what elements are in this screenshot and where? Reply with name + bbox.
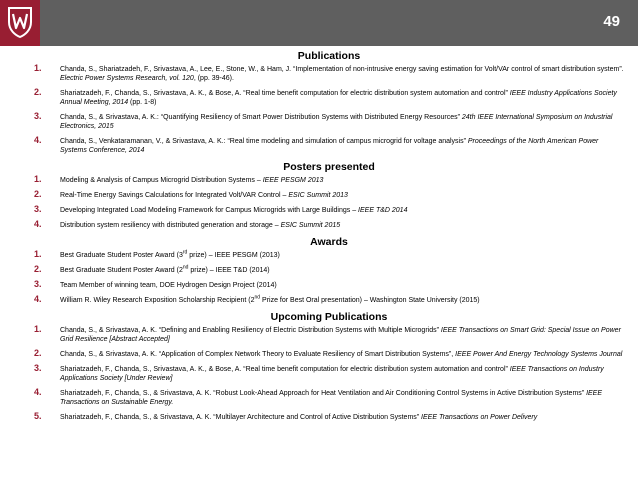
upcoming-item: 3. Shariatzadeh, F., Chanda, S., Srivastava, A. K., & Bose, A. “Real time benefit computation for electric distribution system automation and control” IEEE Transactions on Industry Applications Society [Under Review] [34,363,604,382]
slide-header-bar [0,0,638,46]
upcoming-heading: Upcoming Publications [270,311,388,323]
publications-heading: Publications [297,50,361,62]
award-item: 4. William R. Wiley Research Exposition Scholarship Recipient (2nd Prize for Best Oral presentation) – Washington State University (2015) [34,294,480,304]
slide-number: 49 [603,13,620,30]
upcoming-item: 5. Shariatzadeh, F., Chanda, S., & Srivastava, A. K. “Multilayer Architecture and Control of Active Distribution Systems” IEEE Transactions on Power Delivery [34,411,538,421]
award-item: 1. Best Graduate Student Poster Award (3rd prize) – IEEE PESGM (2013) [34,249,280,259]
poster-item: 1. Modeling & Analysis of Campus Microgrid Distribution Systems – IEEE PESGM 2013 [34,174,324,184]
university-logo [0,0,40,46]
publication-item: 3. Chanda, S., & Srivastava, A. K.: “Quantifying Resiliency of Smart Power Distribution Systems with Distributed Energy Resources” 24th IEEE International Symposium on Industrial Electronics, 2015 [34,111,613,130]
awards-heading: Awards [310,236,348,248]
upcoming-item: 1. Chanda, S., & Srivastava, A. K. “Defining and Enabling Resiliency of Electric Distribution Systems with Multiple Microgrids” IEEE Transactions on Smart Grid: Special Issue on Power Grid Resilience [Abstract Accepted] [34,324,621,343]
posters-heading: Posters presented [283,161,375,173]
publication-item: 4. Chanda, S., Venkataramanan, V., & Srivastava, A. K.: “Real time modeling and simulation of campus microgrid for voltage analysis” Proceedings of the North American Power Systems Conference, 2014 [34,135,599,154]
publication-item: 1. Chanda, S., Shariatzadeh, F., Srivastava, A., Lee, E., Stone, W., & Ham, J. “Implementation of non-intrusive energy saving estimation for Volt/VAr control of smart distribution system”. Electric Power Systems Research, vol. 120, (pp. 39-46). [34,63,624,82]
posters-list [34,176,624,230]
upcoming-list [34,326,624,422]
slide-content [34,50,624,428]
award-item: 2. Best Graduate Student Poster Award (2nd prize) – IEEE T&D (2014) [34,264,270,274]
award-item: 3. Team Member of winning team, DOE Hydrogen Design Project (2014) [34,279,277,289]
poster-item: 2. Real-Time Energy Savings Calculations for Integrated Volt/VAR Control – ESIC Summit 2013 [34,189,348,199]
poster-item: 3. Developing Integrated Load Modeling Framework for Campus Microgrids with Large Buildings – IEEE T&D 2014 [34,204,408,214]
publications-list [34,65,624,155]
upcoming-item: 4. Shariatzadeh, F., Chanda, S., & Srivastava, A. K. “Robust Look-Ahead Approach for Heat Ventilation and Air Conditioning Control Systems in Active Distribution Systems” IEEE Transactions on Sustainable Energy. [34,387,603,406]
awards-list [34,251,624,305]
poster-item: 4. Distribution system resiliency with distributed generation and storage – ESIC Summit 2015 [34,219,341,229]
shield-logo-icon [7,6,33,38]
upcoming-item: 2. Chanda, S., & Srivastava, A. K. “Application of Complex Network Theory to Evaluate Resiliency of Smart Distribution Systems”, IEEE Power And Energy Technology Systems Journal [34,348,623,358]
publication-item: 2. Shariatzadeh, F., Chanda, S., Srivastava, A. K., & Bose, A. “Real time benefit computation for electric distribution system automation and control” IEEE Industry Applications Society Annual Meeting, 2014 (pp. 1-8) [34,87,617,106]
